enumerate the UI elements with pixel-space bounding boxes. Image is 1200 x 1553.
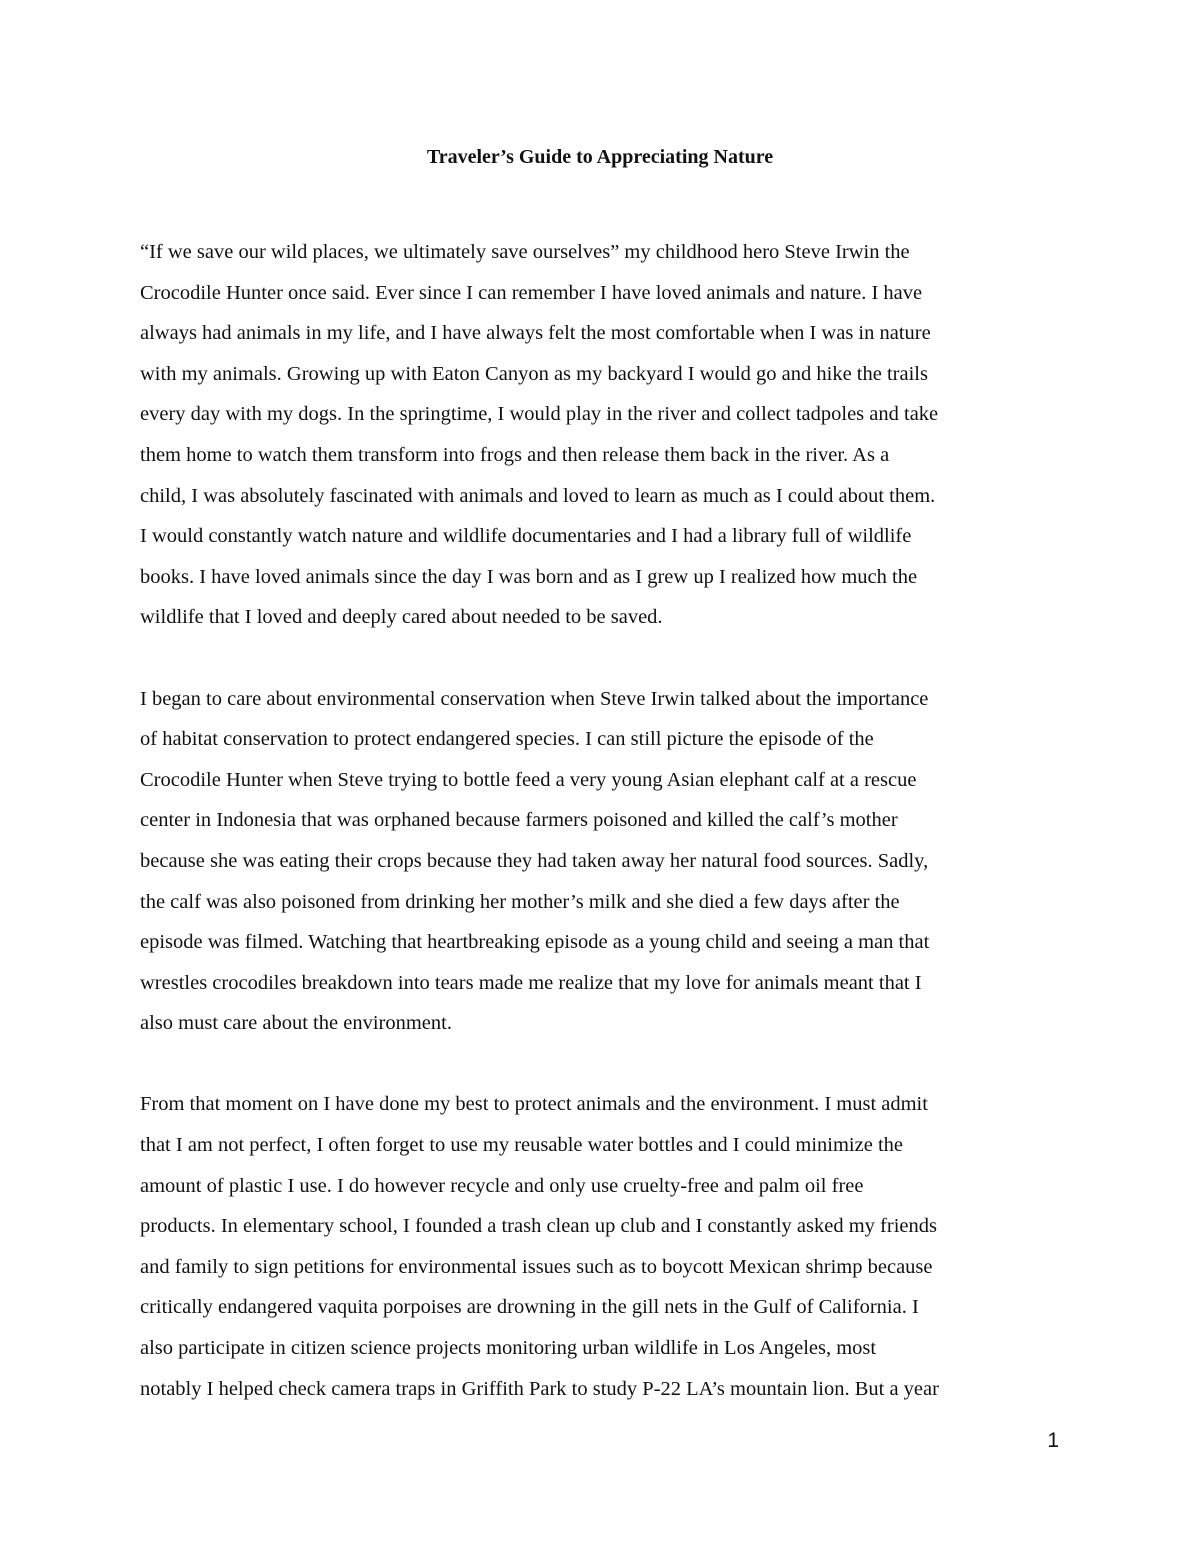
- text-line: because she was eating their crops because they had taken away her natural food sources. Sadly,: [140, 849, 929, 872]
- text-line: also participate in citizen science projects monitoring urban wildlife in Los Angeles, most: [140, 1337, 877, 1360]
- text-line: Crocodile Hunter when Steve trying to bottle feed a very young Asian elephant calf at a rescue: [140, 768, 917, 791]
- paragraph-3: [140, 1084, 1070, 1409]
- text-line: wrestles crocodiles breakdown into tears made me realize that my love for animals meant that I: [140, 971, 922, 994]
- text-line: of habitat conservation to protect endangered species. I can still picture the episode of the: [140, 728, 874, 751]
- document-title: Traveler’s Guide to Appreciating Nature: [426, 146, 774, 168]
- text-line: books. I have loved animals since the day I was born and as I grew up I realized how much the: [140, 565, 918, 588]
- text-line: that I am not perfect, I often forget to use my reusable water bottles and I could minimize the: [140, 1134, 903, 1157]
- text-line: every day with my dogs. In the springtime, I would play in the river and collect tadpoles and take: [140, 403, 939, 426]
- text-line: episode was filmed. Watching that heartbreaking episode as a young child and seeing a man that: [140, 931, 930, 954]
- text-line: always had animals in my life, and I have always felt the most comfortable when I was in nature: [140, 322, 931, 345]
- paragraph-1: [140, 232, 1070, 638]
- text-line: with my animals. Growing up with Eaton Canyon as my backyard I would go and hike the trails: [140, 362, 928, 385]
- text-line: I began to care about environmental conservation when Steve Irwin talked about the importance: [140, 687, 929, 710]
- text-line: notably I helped check camera traps in Griffith Park to study P-22 LA’s mountain lion. But a year: [140, 1377, 939, 1400]
- text-line: the calf was also poisoned from drinking her mother’s milk and she died a few days after the: [140, 890, 900, 913]
- text-line: “If we save our wild places, we ultimately save ourselves” my childhood hero Steve Irwin the: [140, 241, 910, 263]
- text-line: wildlife that I loved and deeply cared about needed to be saved.: [140, 606, 663, 629]
- text-line: products. In elementary school, I founded a trash clean up club and I constantly asked my friends: [140, 1215, 937, 1238]
- text-line: center in Indonesia that was orphaned because farmers poisoned and killed the calf’s mother: [140, 809, 898, 832]
- text-line: Crocodile Hunter once said. Ever since I can remember I have loved animals and nature. I have: [140, 281, 923, 304]
- text-line: I would constantly watch nature and wildlife documentaries and I had a library full of wildlife: [140, 525, 912, 548]
- document-body: [140, 232, 1070, 1450]
- page-number: 1: [1047, 1429, 1059, 1452]
- paragraph-2: [140, 679, 1070, 1044]
- text-line: and family to sign petitions for environmental issues such as to boycott Mexican shrimp because: [140, 1255, 933, 1278]
- text-line: critically endangered vaquita porpoises are drowning in the gill nets in the Gulf of California. I: [140, 1296, 919, 1319]
- text-line: amount of plastic I use. I do however recycle and only use cruelty-free and palm oil free: [140, 1174, 864, 1197]
- text-line: From that moment on I have done my best to protect animals and the environment. I must admit: [140, 1093, 928, 1116]
- text-line: also must care about the environment.: [140, 1012, 452, 1035]
- text-line: child, I was absolutely fascinated with animals and loved to learn as much as I could about them.: [140, 484, 936, 507]
- text-line: them home to watch them transform into frogs and then release them back in the river. As a: [140, 443, 890, 466]
